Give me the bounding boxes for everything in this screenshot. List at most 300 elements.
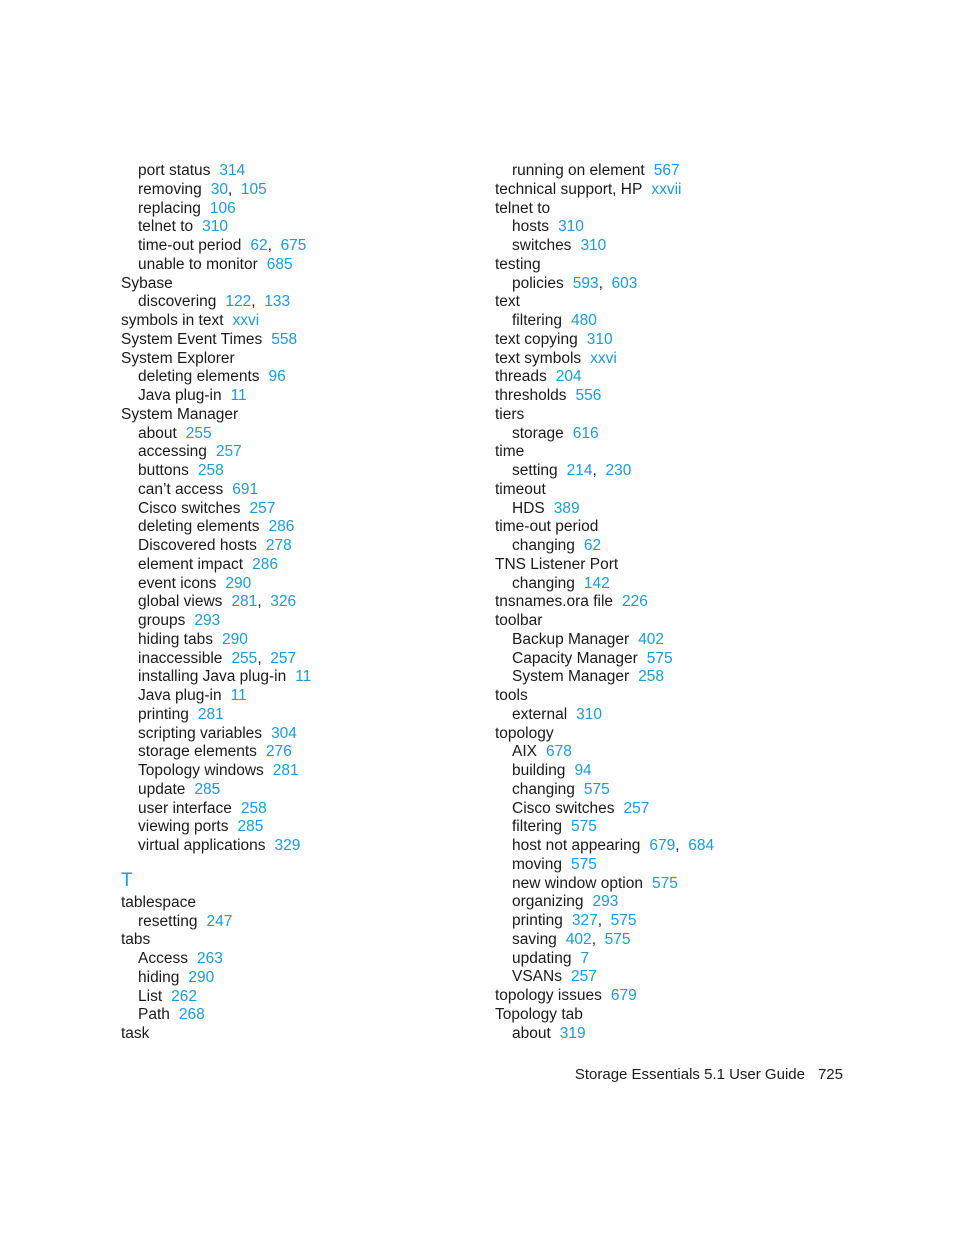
index-entry xyxy=(121,406,481,425)
index-term: List xyxy=(138,987,163,1005)
index-term: Topology windows xyxy=(138,762,264,779)
index-subentry xyxy=(121,200,481,219)
index-term: System Manager xyxy=(512,668,630,686)
page-link[interactable]: 62 xyxy=(250,237,268,254)
index-term: groups xyxy=(138,612,186,629)
page-references xyxy=(269,518,295,535)
index-subentry xyxy=(121,256,481,275)
page-link[interactable]: 247 xyxy=(206,912,233,930)
index-term: System Explorer xyxy=(121,349,235,367)
page-link[interactable]: 310 xyxy=(576,705,603,723)
page-link[interactable]: 575 xyxy=(570,818,597,836)
page-references xyxy=(571,968,597,985)
page-link[interactable]: 281 xyxy=(231,593,258,611)
page-references xyxy=(560,1025,586,1042)
page-references xyxy=(647,650,673,667)
page-link[interactable]: 679 xyxy=(649,837,676,854)
page-link[interactable]: 310 xyxy=(580,237,607,254)
page-references xyxy=(194,781,220,798)
index-term: switches xyxy=(512,237,572,254)
page-references xyxy=(573,275,638,292)
index-term: Topology tab xyxy=(495,1005,583,1023)
index-entry xyxy=(495,293,855,312)
index-term: technical support, HP xyxy=(495,180,643,198)
index-term: tools xyxy=(495,687,528,704)
index-subentry xyxy=(121,650,481,669)
index-term: organizing xyxy=(512,893,584,911)
index-term: deleting elements xyxy=(138,518,260,536)
page-references xyxy=(273,762,299,779)
index-subentry xyxy=(121,425,481,444)
page-references xyxy=(237,818,263,835)
index-subentry xyxy=(495,837,855,856)
page-link[interactable]: 603 xyxy=(611,274,638,292)
index-term: user interface xyxy=(138,799,232,817)
index-term: can’t access xyxy=(138,480,224,498)
index-term: replacing xyxy=(138,199,201,217)
page-references xyxy=(571,856,597,873)
footer-title: Storage Essentials 5.1 User Guide xyxy=(574,1066,805,1083)
index-term: AIX xyxy=(512,743,537,761)
page-link[interactable]: 11 xyxy=(295,668,312,686)
page-references xyxy=(231,687,247,704)
page-link[interactable]: 327 xyxy=(571,912,598,929)
page-link[interactable]: 402 xyxy=(638,630,665,648)
page-link[interactable]: 290 xyxy=(225,574,252,592)
page-references xyxy=(222,631,248,648)
index-subentry xyxy=(121,181,481,200)
page-references xyxy=(571,818,597,835)
index-entry xyxy=(495,1006,855,1025)
page-link[interactable]: 122 xyxy=(225,293,252,311)
page-references xyxy=(233,312,260,329)
index-subentry xyxy=(121,950,481,969)
index-subentry xyxy=(495,875,855,894)
index-subentry xyxy=(495,800,855,819)
page-separator: , xyxy=(675,837,689,854)
page-link[interactable]: 567 xyxy=(653,162,680,179)
page-link[interactable]: 96 xyxy=(268,368,286,386)
index-term: telnet to xyxy=(495,199,551,217)
page-references xyxy=(611,987,637,1004)
page-link[interactable]: 575 xyxy=(570,855,597,873)
index-term: System Manager xyxy=(121,405,239,423)
index-subentry xyxy=(121,462,481,481)
page-link[interactable]: 106 xyxy=(209,199,236,217)
page-link[interactable]: 276 xyxy=(265,743,292,761)
page-references xyxy=(202,218,228,235)
page-link[interactable]: 30 xyxy=(210,180,228,198)
page-references xyxy=(572,912,637,929)
index-subentry xyxy=(495,1025,855,1044)
page-references xyxy=(546,743,572,760)
index-subentry xyxy=(121,612,481,631)
page-link[interactable]: 268 xyxy=(178,1006,205,1024)
index-subentry xyxy=(121,668,481,687)
index-subentry xyxy=(121,913,481,932)
index-entry xyxy=(495,200,855,219)
page-link[interactable]: 214 xyxy=(566,462,593,479)
page-link[interactable]: 263 xyxy=(196,950,223,967)
page-separator: , xyxy=(591,930,605,948)
index-term: filtering xyxy=(512,312,562,329)
index-term: changing xyxy=(512,574,575,592)
index-entry xyxy=(495,387,855,406)
page-link[interactable]: 7 xyxy=(580,949,590,967)
index-entry xyxy=(495,406,855,425)
index-term: buttons xyxy=(138,462,189,479)
footer-page-number: 725 xyxy=(817,1066,843,1083)
page-link[interactable]: xxvi xyxy=(590,349,617,367)
index-subentry xyxy=(121,537,481,556)
index-term: resetting xyxy=(138,912,198,930)
page-link[interactable]: 675 xyxy=(280,237,307,254)
page-references xyxy=(584,575,610,592)
index-entry xyxy=(495,725,855,744)
page-references xyxy=(250,237,306,254)
index-subentry xyxy=(495,781,855,800)
index-term: Cisco switches xyxy=(512,799,615,817)
page-link[interactable]: 290 xyxy=(188,968,215,986)
index-term: hiding xyxy=(138,968,180,986)
index-entry xyxy=(495,987,855,1006)
page-link[interactable]: 556 xyxy=(575,387,602,404)
index-term: Capacity Manager xyxy=(512,649,638,667)
index-subentry xyxy=(121,837,481,856)
page-references xyxy=(211,181,267,198)
page-link[interactable]: 575 xyxy=(646,649,673,667)
page-link[interactable]: 326 xyxy=(270,593,297,611)
page-references xyxy=(275,837,301,854)
index-term: filtering xyxy=(512,818,562,836)
page-link[interactable]: 329 xyxy=(274,837,301,854)
index-term: element impact xyxy=(138,555,244,573)
index-entry xyxy=(121,1025,481,1044)
index-subentry xyxy=(495,237,855,256)
page-references xyxy=(556,368,582,385)
page-references xyxy=(574,762,591,779)
index-subentry xyxy=(495,762,855,781)
index-term: text symbols xyxy=(495,349,582,367)
page-link[interactable]: 286 xyxy=(268,518,295,536)
page-link[interactable]: 258 xyxy=(197,462,224,479)
index-term: hiding tabs xyxy=(138,630,213,648)
page-references xyxy=(216,443,242,460)
index-spacer xyxy=(121,856,481,868)
page-link[interactable]: 310 xyxy=(558,218,584,236)
page-link[interactable]: 257 xyxy=(270,649,297,667)
page-link[interactable]: 678 xyxy=(545,743,572,761)
index-entry xyxy=(495,687,855,706)
page-link[interactable]: 105 xyxy=(240,180,267,198)
index-term: HDS xyxy=(512,499,545,517)
page-link[interactable]: 281 xyxy=(197,705,224,723)
page-link[interactable]: 575 xyxy=(610,912,637,929)
page-link[interactable]: xxvii xyxy=(651,180,682,198)
page-link[interactable]: 257 xyxy=(570,968,597,986)
index-subentry xyxy=(495,275,855,294)
index-term: port status xyxy=(138,162,211,179)
index-subentry xyxy=(121,706,481,725)
index-term: tnsnames.ora file xyxy=(495,593,614,611)
page-references xyxy=(179,1006,205,1023)
page-link[interactable]: 230 xyxy=(605,462,632,479)
index-term: testing xyxy=(495,255,541,273)
page-link[interactable]: 691 xyxy=(232,480,259,498)
index-subentry xyxy=(121,518,481,537)
index-entry xyxy=(121,331,481,350)
index-term: tablespace xyxy=(121,893,196,911)
index-term: setting xyxy=(512,462,558,479)
index-term: Cisco switches xyxy=(138,499,241,517)
page-link[interactable]: 255 xyxy=(231,649,258,667)
index-subentry xyxy=(121,1006,481,1025)
index-subentry xyxy=(495,968,855,987)
page-link[interactable]: xxvi xyxy=(232,312,260,329)
index-term: unable to monitor xyxy=(138,255,258,273)
page-link[interactable]: 94 xyxy=(574,762,592,779)
index-subentry xyxy=(121,387,481,406)
index-subentry xyxy=(121,969,481,988)
page-link[interactable]: 142 xyxy=(583,574,610,592)
page-references xyxy=(571,312,597,329)
page-link[interactable]: 684 xyxy=(688,837,715,854)
page-link[interactable]: 286 xyxy=(252,555,278,573)
index-entry xyxy=(495,331,855,350)
page-references xyxy=(197,950,223,967)
page-separator: , xyxy=(598,274,612,292)
page-link[interactable]: 310 xyxy=(586,330,613,348)
page-link[interactable]: 679 xyxy=(610,987,637,1004)
index-term: thresholds xyxy=(495,387,567,404)
index-subentry xyxy=(121,781,481,800)
index-term: text copying xyxy=(495,330,578,348)
index-term: saving xyxy=(512,930,557,948)
index-subentry xyxy=(121,762,481,781)
page-references xyxy=(210,200,236,217)
page-link[interactable]: 304 xyxy=(271,724,297,742)
page-link[interactable]: 290 xyxy=(221,630,248,648)
index-letter-heading: T xyxy=(121,869,133,891)
index-subentry xyxy=(121,593,481,612)
page-references xyxy=(186,425,212,442)
index-term: about xyxy=(138,424,177,442)
index-subentry xyxy=(495,743,855,762)
page-references xyxy=(232,481,258,498)
page-link[interactable]: 389 xyxy=(553,499,580,517)
page-separator: , xyxy=(251,293,265,311)
index-term: storage xyxy=(512,424,564,442)
index-subentry xyxy=(495,650,855,669)
index-entry xyxy=(495,518,855,537)
page-link[interactable]: 310 xyxy=(202,218,229,236)
page-references xyxy=(584,781,610,798)
index-entry xyxy=(121,894,481,913)
page-references xyxy=(250,500,276,517)
index-entry xyxy=(495,181,855,200)
page-references xyxy=(194,612,220,629)
page-link[interactable]: 258 xyxy=(638,668,665,686)
index-subentry xyxy=(121,443,481,462)
page-references xyxy=(267,256,293,273)
page-link[interactable]: 258 xyxy=(240,799,267,817)
page-references xyxy=(231,650,296,667)
index-subentry xyxy=(121,218,481,237)
index-entry xyxy=(495,612,855,631)
page-link[interactable]: 204 xyxy=(555,368,582,386)
page-link[interactable]: 685 xyxy=(266,255,293,273)
page-link[interactable]: 616 xyxy=(572,424,599,442)
page-link[interactable]: 226 xyxy=(622,593,648,611)
index-term: toolbar xyxy=(495,612,543,629)
index-subentry xyxy=(495,162,855,181)
index-subentry xyxy=(121,818,481,837)
index-subentry xyxy=(121,481,481,500)
index-subentry xyxy=(121,162,481,181)
index-term: virtual applications xyxy=(138,837,266,854)
page-link[interactable]: 558 xyxy=(271,330,298,348)
index-term: tiers xyxy=(495,405,525,423)
index-subentry xyxy=(121,575,481,594)
page-link[interactable]: 257 xyxy=(623,799,650,817)
index-subentry xyxy=(495,706,855,725)
page-link[interactable]: 593 xyxy=(572,274,599,292)
page-link[interactable]: 314 xyxy=(219,162,246,179)
index-subentry xyxy=(495,537,855,556)
index-term: printing xyxy=(512,912,563,929)
page-references xyxy=(576,706,602,723)
page-references xyxy=(266,537,292,554)
index-subentry xyxy=(121,368,481,387)
index-entry xyxy=(495,556,855,575)
index-subentry xyxy=(121,743,481,762)
index-term: Sybase xyxy=(121,274,173,292)
page-link[interactable]: 480 xyxy=(570,312,597,329)
index-term: text xyxy=(495,293,520,311)
index-subentry xyxy=(121,237,481,256)
page-link[interactable]: 278 xyxy=(265,537,292,554)
index-entry xyxy=(121,275,481,294)
index-subentry xyxy=(495,931,855,950)
page-link[interactable]: 133 xyxy=(264,293,291,311)
page-separator: , xyxy=(228,180,241,198)
index-entry xyxy=(121,931,481,950)
index-entry xyxy=(495,256,855,275)
index-term: running on element xyxy=(512,162,645,179)
page-references xyxy=(590,350,617,367)
page-link[interactable]: 257 xyxy=(215,443,242,461)
page-link[interactable]: 262 xyxy=(171,987,197,1005)
page-references xyxy=(271,331,297,348)
index-term: inaccessible xyxy=(138,649,223,667)
index-entry xyxy=(121,312,481,331)
page-references xyxy=(584,537,601,554)
index-subentry xyxy=(495,950,855,969)
index-term: Java plug-in xyxy=(138,387,222,404)
index-term: updating xyxy=(512,949,572,967)
page-link[interactable]: 402 xyxy=(565,930,592,948)
page-link[interactable]: 575 xyxy=(651,874,678,892)
page-link[interactable]: 319 xyxy=(559,1024,586,1042)
page-link[interactable]: 257 xyxy=(249,499,276,517)
page-link[interactable]: 255 xyxy=(185,424,212,442)
index-subentry xyxy=(121,293,481,312)
page-link[interactable]: 293 xyxy=(194,612,221,629)
index-term: new window option xyxy=(512,874,643,892)
page-references xyxy=(638,668,664,685)
index-term: topology xyxy=(495,724,554,742)
page-references xyxy=(580,950,589,967)
page-references xyxy=(269,368,286,385)
index-term: viewing ports xyxy=(138,818,229,836)
index-term: deleting elements xyxy=(138,368,260,386)
page-references xyxy=(231,387,247,404)
index-subentry xyxy=(495,500,855,519)
page-link[interactable]: 285 xyxy=(237,818,264,836)
page-separator: , xyxy=(592,462,606,479)
index-term: event icons xyxy=(138,574,217,592)
index-subentry xyxy=(495,631,855,650)
index-subentry xyxy=(495,462,855,481)
index-subentry xyxy=(495,668,855,687)
page-references xyxy=(252,556,278,573)
index-term: threads xyxy=(495,368,547,386)
index-term: tabs xyxy=(121,931,151,949)
index-term: symbols in text xyxy=(121,312,224,329)
page-separator: , xyxy=(597,912,611,929)
index-subentry xyxy=(121,500,481,519)
index-term: storage elements xyxy=(138,743,257,761)
index-term: time xyxy=(495,443,525,461)
page-references xyxy=(638,631,664,648)
page-link[interactable]: 11 xyxy=(230,687,247,704)
index-term: moving xyxy=(512,855,562,873)
page-footer xyxy=(575,1066,843,1083)
index-subentry xyxy=(495,893,855,912)
index-term: scripting variables xyxy=(138,724,263,742)
index-term: about xyxy=(512,1024,551,1042)
index-term: external xyxy=(512,705,568,723)
page-references xyxy=(266,743,292,760)
page-link[interactable]: 575 xyxy=(604,930,631,948)
page-link[interactable]: 285 xyxy=(194,780,221,798)
page-link[interactable]: 575 xyxy=(583,780,610,798)
page-link[interactable]: 293 xyxy=(592,893,619,911)
index-subentry xyxy=(495,425,855,444)
index-term: task xyxy=(121,1025,150,1042)
page-link[interactable]: 62 xyxy=(583,537,602,554)
index-term: telnet to xyxy=(138,218,194,236)
page-references xyxy=(558,218,584,235)
page-link[interactable]: 11 xyxy=(230,387,247,404)
index-term: TNS Listener Port xyxy=(495,555,619,573)
index-subentry xyxy=(121,725,481,744)
page-link[interactable]: 281 xyxy=(272,762,299,779)
page-references xyxy=(188,969,214,986)
index-term: building xyxy=(512,762,566,779)
index-entry xyxy=(495,350,855,369)
index-subentry xyxy=(121,800,481,819)
index-subentry xyxy=(495,912,855,931)
index-term: global views xyxy=(138,593,223,611)
page-references xyxy=(241,800,267,817)
index-term: host not appearing xyxy=(512,837,641,854)
index-entry xyxy=(495,593,855,612)
index-term: installing Java plug-in xyxy=(138,668,287,686)
index-term: topology issues xyxy=(495,987,602,1004)
index-term: Discovered hosts xyxy=(138,537,257,554)
page-references xyxy=(225,293,290,310)
